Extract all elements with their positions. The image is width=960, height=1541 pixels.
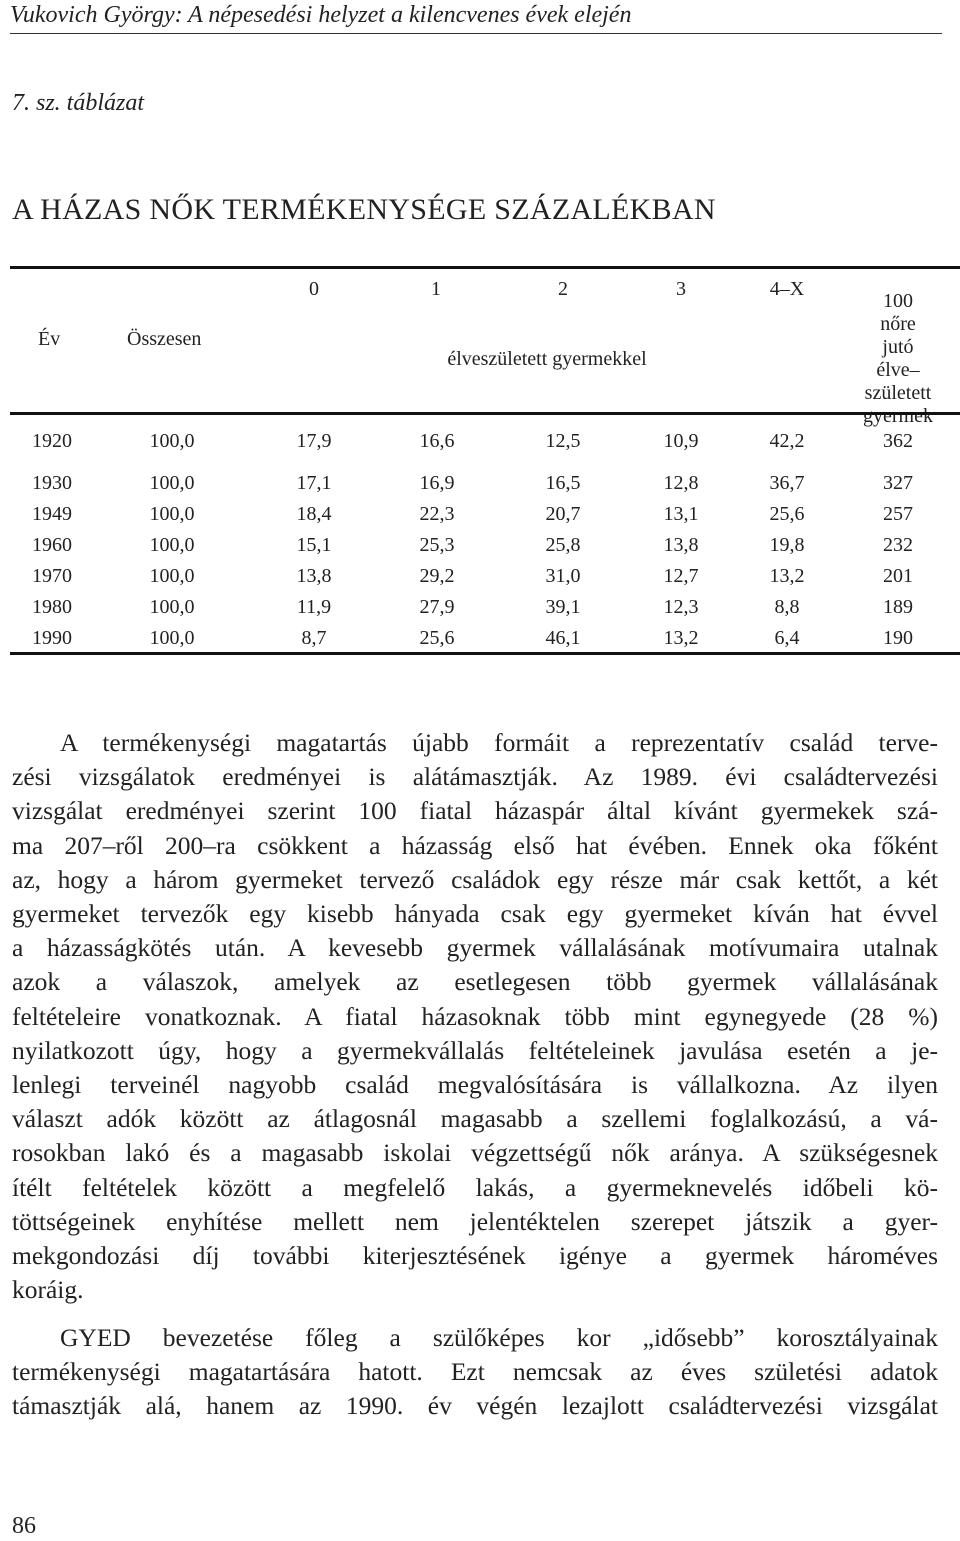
table-cell: 201: [883, 565, 913, 587]
table-cell: 12,8: [663, 472, 699, 494]
table-cell: 25,8: [545, 534, 581, 556]
table-cell: 257: [883, 503, 913, 525]
table-title: A HÁZAS NŐK TERMÉKENYSÉGE SZÁZALÉKBAN: [12, 193, 716, 226]
table-cell: 100,0: [149, 503, 195, 525]
table-cell: 1990: [32, 627, 72, 649]
text-line: lenlegi terveinél nagyobb család megvalósítására is vállalkozna. Az ilyen: [12, 1070, 938, 1100]
table-cell: 16,9: [419, 472, 455, 494]
text-line: nyilatkozott úgy, hogy a gyermekvállalás feltételeinek javulása esetén a je-: [12, 1035, 938, 1065]
table-cell: 100,0: [149, 596, 195, 618]
table-cell: 12,5: [545, 430, 581, 452]
table-cell: 27,9: [419, 596, 455, 618]
table-cell: 25,6: [769, 503, 805, 525]
col-header-year: Év: [38, 328, 61, 350]
text-line: támasztják alá, hanem az 1990. év végén lezajlott családtervezési vizsgálat: [12, 1391, 938, 1421]
col-header-child-1: 1: [431, 278, 441, 300]
text-line: az, hogy a három gyermeket tervező családok egy része már csak kettőt, a két: [12, 864, 938, 894]
text-line: A termékenységi magatartás újabb formáit a reprezentatív család terve-: [60, 728, 938, 757]
text-line: ma 207–ről 200–ra csökkent a házasság első hat évében. Ennek oka főként: [12, 830, 938, 860]
col-header-child-3: 3: [676, 278, 686, 300]
text-line: választ adók között az átlagosnál magasabb a szellemi foglalkozású, a vá-: [12, 1104, 938, 1134]
table-cell: 1920: [32, 430, 72, 452]
table-cell: 8,7: [301, 627, 327, 649]
table-cell: 12,7: [663, 565, 699, 587]
table-cell: 100,0: [149, 565, 195, 587]
table-cell: 20,7: [545, 503, 581, 525]
table-cell: 13,2: [663, 627, 699, 649]
table-cell: 11,9: [296, 596, 332, 618]
table-cell: 100,0: [149, 534, 195, 556]
table-cell: 42,2: [769, 430, 805, 452]
text-line: koráig.: [12, 1275, 84, 1305]
text-line: termékenységi magatartására hatott. Ezt nemcsak az éves születési adatok: [12, 1357, 938, 1387]
text-line: gyermeket tervezők egy kisebb hányada csak egy gyermeket kíván hat évvel: [12, 899, 938, 929]
text-line: ítélt feltételek között a megfelelő lakás, a gyermeknevelés időbeli kö-: [12, 1172, 938, 1202]
col-header-per100: 100 nőre jutó élve– született gyermek: [863, 290, 933, 427]
table-cell: 13,2: [769, 565, 805, 587]
table-cell: 1949: [32, 503, 72, 525]
table-cell: 46,1: [545, 627, 581, 649]
table-cell: 190: [883, 627, 913, 649]
text-line: feltételeire vonatkoznak. A fiatal házasoknak több mint egynegyede (28 %): [12, 1001, 938, 1031]
table-bottom-rule: [10, 652, 960, 655]
table-cell: 22,3: [419, 503, 455, 525]
table-cell: 1980: [32, 596, 72, 618]
table-cell: 39,1: [545, 596, 581, 618]
col-header-child-2: 2: [558, 278, 568, 300]
table-cell: 13,1: [663, 503, 699, 525]
col-header-child-4x: 4–X: [769, 278, 805, 300]
table-cell: 362: [883, 430, 913, 452]
table-cell: 25,3: [419, 534, 455, 556]
text-line: azok a válaszok, amelyek az esetlegesen több gyermek vállalásának: [12, 967, 938, 997]
table-cell: 189: [883, 596, 913, 618]
table-cell: 15,1: [296, 534, 332, 556]
table-cell: 16,6: [419, 430, 455, 452]
table-cell: 31,0: [545, 565, 581, 587]
text-line: zési vizsgálatok eredményei is alátámasztják. Az 1989. évi családtervezési: [12, 762, 938, 792]
table-cell: 8,8: [774, 596, 800, 618]
text-line: a házasságkötés után. A kevesebb gyermek vállalásának motívumaira utalnak: [12, 933, 938, 963]
table-cell: 13,8: [296, 565, 332, 587]
table-cell: 10,9: [663, 430, 699, 452]
table-cell: 100,0: [149, 472, 195, 494]
table-cell: 12,3: [663, 596, 699, 618]
table-cell: 17,9: [296, 430, 332, 452]
text-line: mekgondozási díj további kiterjesztésének igénye a gyermek hároméves: [12, 1241, 938, 1271]
table-cell: 1960: [32, 534, 72, 556]
table-cell: 1970: [32, 565, 72, 587]
paragraph-2: [12, 1321, 938, 1424]
table-cell: 100,0: [149, 430, 195, 452]
table-cell: 100,0: [149, 627, 195, 649]
table-header-rule: [10, 412, 960, 415]
table-cell: 1930: [32, 472, 72, 494]
paragraph-1: [12, 726, 938, 1307]
table-cell: 25,6: [419, 627, 455, 649]
table-top-rule: [10, 266, 960, 269]
table-cell: 29,2: [419, 565, 455, 587]
table-cell: 232: [883, 534, 913, 556]
table-cell: 16,5: [545, 472, 581, 494]
table-cell: 13,8: [663, 534, 699, 556]
text-line: rosokban lakó és a magasabb iskolai végzettségű nők aránya. A szükségesnek: [12, 1138, 938, 1168]
table-cell: 17,1: [296, 472, 332, 494]
table-cell: 36,7: [769, 472, 805, 494]
text-line: vizsgálat eredményei szerint 100 fiatal házaspár által kívánt gyermekek szá-: [12, 796, 938, 826]
table-cell: 327: [883, 472, 913, 494]
col-header-child-0: 0: [309, 278, 319, 300]
table-number: 7. sz. táblázat: [12, 90, 145, 116]
page-number: 86: [12, 1513, 36, 1539]
col-header-total: Összesen: [127, 328, 202, 350]
table-cell: 6,4: [774, 627, 800, 649]
running-head: Vukovich György: A népesedési helyzet a kilencvenes évek elején: [10, 2, 632, 28]
header-rule: [10, 33, 942, 34]
col-group-label: élveszületett gyermekkel: [447, 348, 647, 370]
text-line: töttségeinek enyhítése mellett nem jelentéktelen szerepet játszik a gyer-: [12, 1206, 938, 1236]
table-cell: 19,8: [769, 534, 805, 556]
text-line: GYED bevezetése főleg a szülőképes kor „idősebb” korosztályainak: [60, 1323, 938, 1352]
table-cell: 18,4: [296, 503, 332, 525]
